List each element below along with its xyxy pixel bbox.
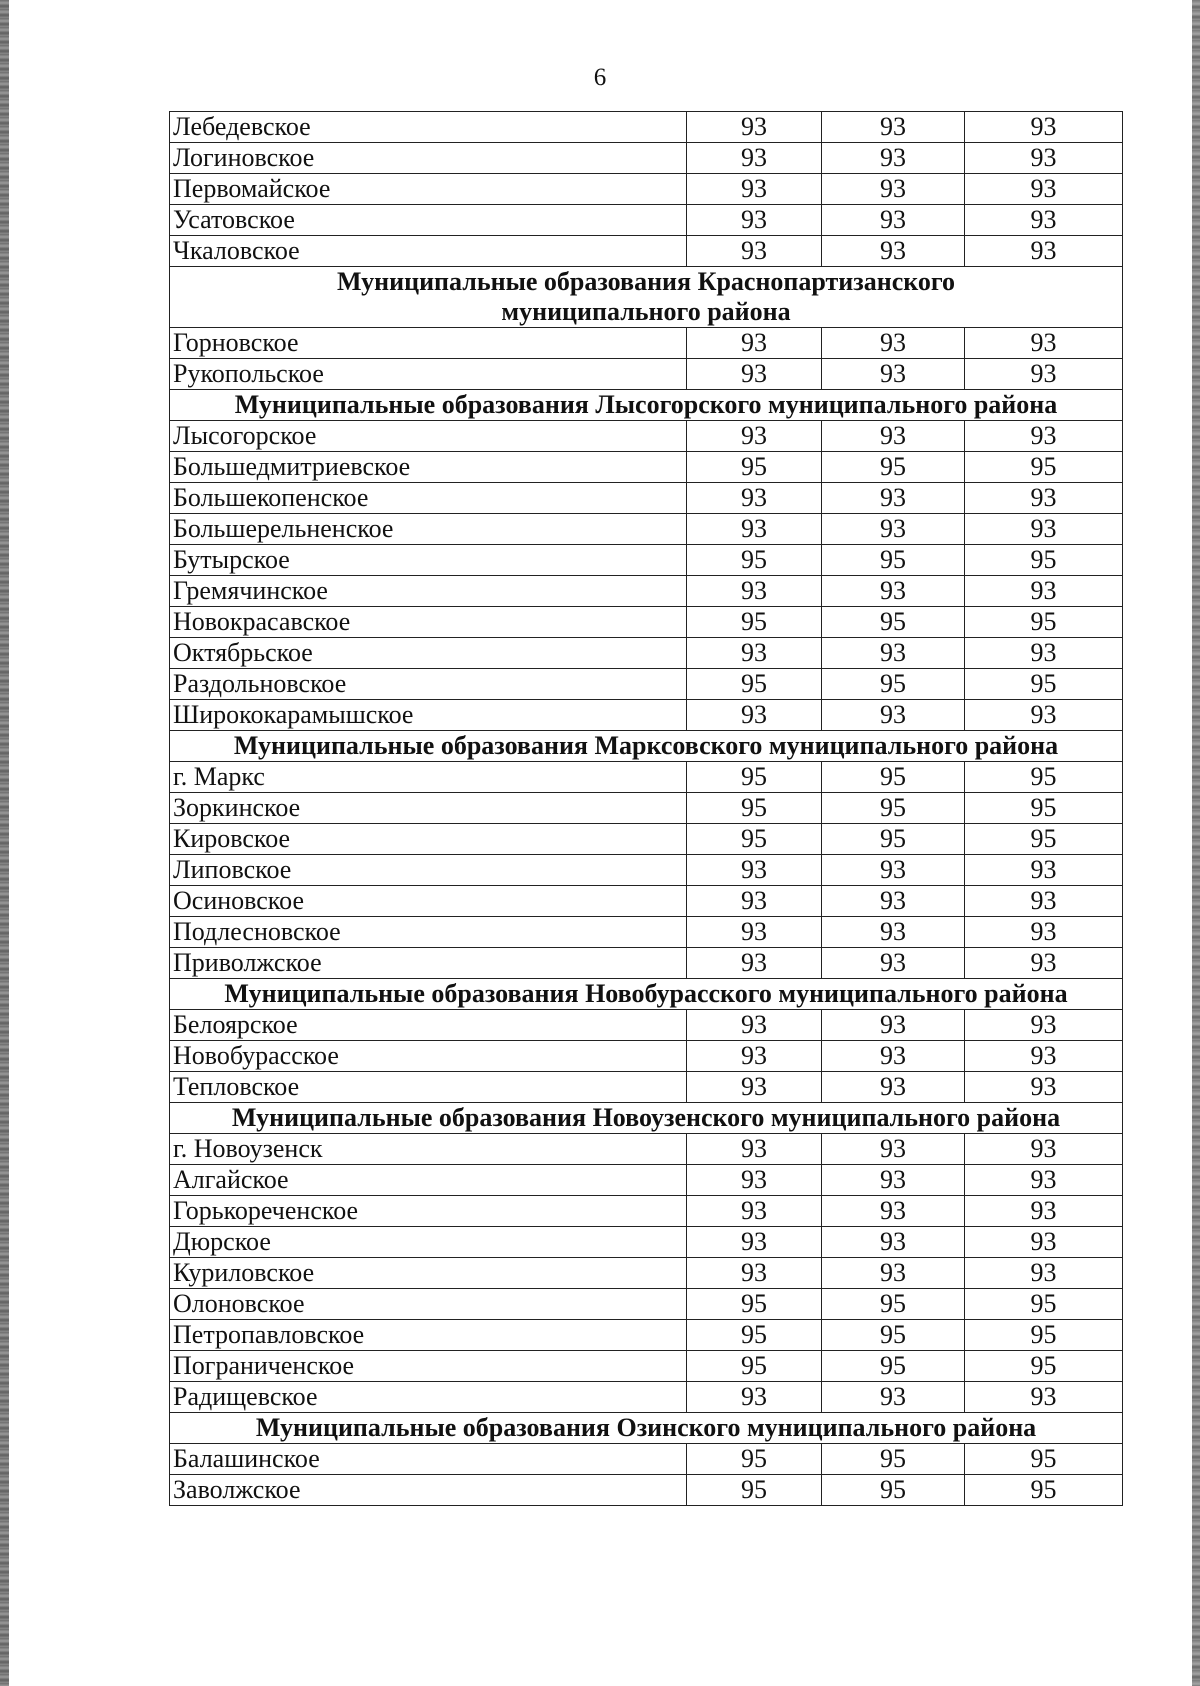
municipality-name: Приволжское: [170, 948, 687, 979]
municipality-name: Усатовское: [170, 205, 687, 236]
value-cell-3: 95: [965, 669, 1123, 700]
value-cell-1: 95: [687, 607, 822, 638]
value-cell-2: 95: [822, 1444, 965, 1475]
value-cell-1: 93: [687, 886, 822, 917]
municipality-name: Дюрское: [170, 1227, 687, 1258]
value-cell-1: 93: [687, 1196, 822, 1227]
municipality-name: Подлесновское: [170, 917, 687, 948]
table-row: [170, 1072, 1123, 1103]
value-cell-2: 95: [822, 824, 965, 855]
table-row: [170, 483, 1123, 514]
section-heading-row: [170, 979, 1123, 1010]
municipality-name: Куриловское: [170, 1258, 687, 1289]
value-cell-1: 93: [687, 1382, 822, 1413]
table-row: [170, 917, 1123, 948]
value-cell-2: 95: [822, 452, 965, 483]
indicator-table: [169, 111, 1123, 1506]
table-row: [170, 1289, 1123, 1320]
municipality-name: Лысогорское: [170, 421, 687, 452]
value-cell-1: 95: [687, 545, 822, 576]
table-row: [170, 1165, 1123, 1196]
value-cell-2: 93: [822, 236, 965, 267]
value-cell-1: 93: [687, 328, 822, 359]
value-cell-1: 93: [687, 1072, 822, 1103]
value-cell-3: 93: [965, 359, 1123, 390]
table-row: [170, 762, 1123, 793]
table-row: [170, 1475, 1123, 1506]
value-cell-2: 95: [822, 607, 965, 638]
value-cell-3: 93: [965, 421, 1123, 452]
value-cell-1: 93: [687, 514, 822, 545]
municipality-name: г. Маркс: [170, 762, 687, 793]
section-heading: Муниципальные образования Краснопартизанского муниципального района: [170, 267, 1123, 328]
municipality-name: Первомайское: [170, 174, 687, 205]
value-cell-3: 95: [965, 793, 1123, 824]
value-cell-1: 93: [687, 205, 822, 236]
value-cell-3: 93: [965, 514, 1123, 545]
value-cell-2: 93: [822, 917, 965, 948]
value-cell-2: 93: [822, 1258, 965, 1289]
value-cell-2: 93: [822, 1227, 965, 1258]
section-heading: Муниципальные образования Марксовского муниципального района: [170, 731, 1123, 762]
municipality-name: Гремячинское: [170, 576, 687, 607]
table-row: [170, 174, 1123, 205]
value-cell-2: 95: [822, 762, 965, 793]
value-cell-2: 93: [822, 638, 965, 669]
value-cell-1: 93: [687, 948, 822, 979]
value-cell-3: 93: [965, 112, 1123, 143]
value-cell-3: 93: [965, 1041, 1123, 1072]
value-cell-3: 95: [965, 545, 1123, 576]
value-cell-2: 93: [822, 205, 965, 236]
table-row: [170, 1227, 1123, 1258]
table-row: [170, 236, 1123, 267]
value-cell-3: 93: [965, 236, 1123, 267]
table-row: [170, 328, 1123, 359]
value-cell-2: 95: [822, 669, 965, 700]
municipality-name: Пограниченское: [170, 1351, 687, 1382]
municipality-name: Большекопенское: [170, 483, 687, 514]
value-cell-2: 95: [822, 1351, 965, 1382]
value-cell-2: 93: [822, 855, 965, 886]
value-cell-3: 93: [965, 1010, 1123, 1041]
municipality-name: Чкаловское: [170, 236, 687, 267]
table-row: [170, 576, 1123, 607]
value-cell-3: 93: [965, 1165, 1123, 1196]
table-row: [170, 1196, 1123, 1227]
table-body: [170, 112, 1123, 1506]
table-row: [170, 1320, 1123, 1351]
value-cell-3: 93: [965, 1382, 1123, 1413]
table-row: [170, 824, 1123, 855]
value-cell-2: 95: [822, 1320, 965, 1351]
value-cell-3: 95: [965, 1320, 1123, 1351]
value-cell-2: 93: [822, 112, 965, 143]
table-row: [170, 359, 1123, 390]
value-cell-2: 93: [822, 1041, 965, 1072]
table-row: [170, 452, 1123, 483]
municipality-name: Радищевское: [170, 1382, 687, 1413]
value-cell-2: 93: [822, 1165, 965, 1196]
municipality-name: Петропавловское: [170, 1320, 687, 1351]
table-row: [170, 607, 1123, 638]
municipality-name: Большерельненское: [170, 514, 687, 545]
table-row: [170, 638, 1123, 669]
value-cell-2: 93: [822, 421, 965, 452]
value-cell-3: 93: [965, 1227, 1123, 1258]
municipality-name: Липовское: [170, 855, 687, 886]
value-cell-1: 95: [687, 1475, 822, 1506]
value-cell-2: 95: [822, 545, 965, 576]
value-cell-3: 93: [965, 1196, 1123, 1227]
value-cell-1: 95: [687, 1351, 822, 1382]
value-cell-1: 93: [687, 1165, 822, 1196]
municipality-name: Лебедевское: [170, 112, 687, 143]
municipality-name: Логиновское: [170, 143, 687, 174]
value-cell-1: 95: [687, 793, 822, 824]
value-cell-2: 93: [822, 948, 965, 979]
value-cell-1: 93: [687, 917, 822, 948]
value-cell-3: 95: [965, 1351, 1123, 1382]
section-heading-row: [170, 1103, 1123, 1134]
value-cell-3: 93: [965, 855, 1123, 886]
value-cell-1: 93: [687, 421, 822, 452]
section-heading: Муниципальные образования Новобурасского муниципального района: [170, 979, 1123, 1010]
table-row: [170, 793, 1123, 824]
value-cell-1: 93: [687, 855, 822, 886]
value-cell-3: 93: [965, 174, 1123, 205]
municipality-name: Зоркинское: [170, 793, 687, 824]
section-heading-row: [170, 390, 1123, 421]
value-cell-1: 93: [687, 143, 822, 174]
value-cell-2: 93: [822, 328, 965, 359]
value-cell-3: 95: [965, 1289, 1123, 1320]
municipality-name: Большедмитриевское: [170, 452, 687, 483]
value-cell-1: 95: [687, 824, 822, 855]
value-cell-2: 95: [822, 1289, 965, 1320]
value-cell-3: 95: [965, 824, 1123, 855]
value-cell-1: 93: [687, 359, 822, 390]
value-cell-2: 93: [822, 514, 965, 545]
table-row: [170, 1444, 1123, 1475]
value-cell-3: 93: [965, 1134, 1123, 1165]
municipality-name: Раздольновское: [170, 669, 687, 700]
table-row: [170, 1258, 1123, 1289]
value-cell-1: 93: [687, 1134, 822, 1165]
municipality-name: Ширококарамышское: [170, 700, 687, 731]
value-cell-1: 95: [687, 762, 822, 793]
value-cell-2: 93: [822, 1382, 965, 1413]
municipality-name: Тепловское: [170, 1072, 687, 1103]
value-cell-3: 93: [965, 328, 1123, 359]
value-cell-2: 93: [822, 576, 965, 607]
value-cell-3: 93: [965, 576, 1123, 607]
value-cell-2: 93: [822, 1010, 965, 1041]
value-cell-2: 93: [822, 359, 965, 390]
value-cell-3: 93: [965, 143, 1123, 174]
section-heading-row: [170, 1413, 1123, 1444]
value-cell-1: 93: [687, 700, 822, 731]
value-cell-2: 95: [822, 1475, 965, 1506]
value-cell-2: 93: [822, 1134, 965, 1165]
value-cell-3: 93: [965, 948, 1123, 979]
value-cell-3: 93: [965, 205, 1123, 236]
municipality-name: Заволжское: [170, 1475, 687, 1506]
value-cell-1: 93: [687, 1227, 822, 1258]
value-cell-1: 95: [687, 669, 822, 700]
section-heading: Муниципальные образования Озинского муниципального района: [170, 1413, 1123, 1444]
table-row: [170, 855, 1123, 886]
table-row: [170, 421, 1123, 452]
municipality-name: Осиновское: [170, 886, 687, 917]
municipality-name: Горькореченское: [170, 1196, 687, 1227]
value-cell-3: 93: [965, 700, 1123, 731]
table-row: [170, 1010, 1123, 1041]
section-heading-row: [170, 267, 1123, 328]
value-cell-3: 93: [965, 917, 1123, 948]
value-cell-1: 93: [687, 576, 822, 607]
municipality-name: Новобурасское: [170, 1041, 687, 1072]
value-cell-3: 95: [965, 452, 1123, 483]
value-cell-1: 93: [687, 112, 822, 143]
table-row: [170, 1382, 1123, 1413]
value-cell-3: 95: [965, 762, 1123, 793]
value-cell-1: 93: [687, 236, 822, 267]
table-row: [170, 143, 1123, 174]
value-cell-3: 93: [965, 638, 1123, 669]
scan-edge-right: [1192, 0, 1200, 1686]
table-row: [170, 1041, 1123, 1072]
municipality-name: Белоярское: [170, 1010, 687, 1041]
municipality-name: Рукопольское: [170, 359, 687, 390]
value-cell-1: 93: [687, 638, 822, 669]
table-row: [170, 886, 1123, 917]
value-cell-1: 93: [687, 1041, 822, 1072]
value-cell-2: 93: [822, 1196, 965, 1227]
value-cell-2: 93: [822, 483, 965, 514]
value-cell-3: 93: [965, 886, 1123, 917]
section-heading: Муниципальные образования Лысогорского муниципального района: [170, 390, 1123, 421]
table-row: [170, 545, 1123, 576]
table-row: [170, 514, 1123, 545]
value-cell-2: 93: [822, 886, 965, 917]
value-cell-1: 93: [687, 174, 822, 205]
value-cell-1: 95: [687, 452, 822, 483]
table-row: [170, 1351, 1123, 1382]
municipality-name: Кировское: [170, 824, 687, 855]
value-cell-1: 95: [687, 1444, 822, 1475]
table-row: [170, 669, 1123, 700]
municipality-name: Октябрьское: [170, 638, 687, 669]
value-cell-1: 93: [687, 1258, 822, 1289]
page-number: 6: [593, 64, 607, 91]
value-cell-1: 95: [687, 1289, 822, 1320]
table-row: [170, 1134, 1123, 1165]
section-heading-row: [170, 731, 1123, 762]
value-cell-2: 93: [822, 1072, 965, 1103]
municipality-name: г. Новоузенск: [170, 1134, 687, 1165]
value-cell-3: 93: [965, 483, 1123, 514]
value-cell-1: 95: [687, 1320, 822, 1351]
value-cell-2: 93: [822, 143, 965, 174]
table-row: [170, 205, 1123, 236]
table-row: [170, 112, 1123, 143]
municipality-name: Бутырское: [170, 545, 687, 576]
section-heading: Муниципальные образования Новоузенского муниципального района: [170, 1103, 1123, 1134]
value-cell-3: 95: [965, 1444, 1123, 1475]
value-cell-3: 95: [965, 607, 1123, 638]
value-cell-3: 93: [965, 1072, 1123, 1103]
table-row: [170, 948, 1123, 979]
value-cell-3: 95: [965, 1475, 1123, 1506]
table-row: [170, 700, 1123, 731]
value-cell-1: 93: [687, 483, 822, 514]
value-cell-2: 93: [822, 174, 965, 205]
municipality-name: Алгайское: [170, 1165, 687, 1196]
municipality-name: Новокрасавское: [170, 607, 687, 638]
municipality-name: Олоновское: [170, 1289, 687, 1320]
value-cell-2: 93: [822, 700, 965, 731]
value-cell-3: 93: [965, 1258, 1123, 1289]
value-cell-2: 95: [822, 793, 965, 824]
municipality-name: Балашинское: [170, 1444, 687, 1475]
scan-edge-left: [0, 0, 9, 1686]
value-cell-1: 93: [687, 1010, 822, 1041]
municipality-name: Горновское: [170, 328, 687, 359]
